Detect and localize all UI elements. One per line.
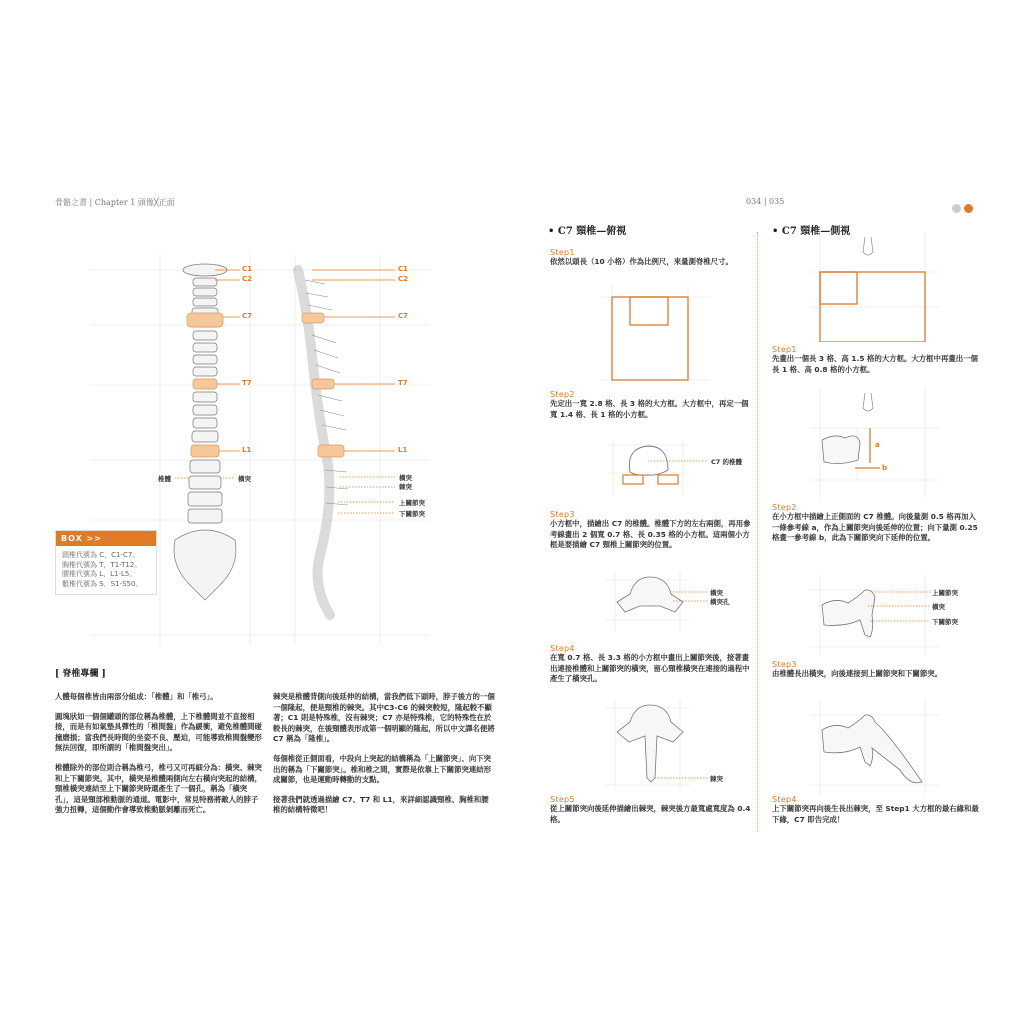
label-front-t7: T7: [242, 379, 252, 387]
step-text: 從上關節突向後延伸描繪出棘突，棘突後方最寬處寬度為 0.4 格。: [550, 804, 751, 824]
step-text: 先定出一寬 2.8 格、長 3 格的大方框。大方框中，再定一個寬 1.4 格、長 1 格的小方框。: [550, 399, 749, 419]
box-line: 腰椎代號為 L，L1-L5。: [62, 570, 137, 578]
step-text: 在小方框中描繪上正側面的 C7 椎體。向後量測 0.5 格再加入一條參考線 a，作為上關節突向後延伸的位置；向下量測 0.25 格畫一參考線 b，此為下關節突向下延伸的位置。: [772, 512, 978, 542]
side-step4-figure: [810, 700, 940, 795]
page-dots: [952, 198, 976, 217]
page-numbers: 034 | 035: [746, 197, 785, 206]
paragraph: 棘突是椎體背側向後延伸的結構，當我們低下頭時，脖子後方的一個一個隆起，便是頸椎的棘突。其中C3-C6 的棘突較短，隆起較不顯著；C1 則是特殊椎，沒有棘突；C7 亦是特殊椎，它的特殊性在於較長的棘突，在後頸體表形成第一個明顯的隆起，所以中文譯名便將 C7 稱為「隆椎」。: [273, 692, 495, 744]
label-front-transverse: 橫突: [238, 475, 251, 483]
step-label: Step4: [550, 644, 575, 653]
top-step3-figure: [605, 572, 715, 632]
side-step3-figure: [810, 575, 940, 655]
section-title-top-view: • C7 頸椎—俯視: [548, 226, 627, 237]
label-front-c7: C7: [242, 312, 253, 320]
paragraph: 椎體除外的部位則合稱為椎弓，椎弓又可再細分為：橫突、棘突和上下關節突。其中，橫突是椎體兩側向左右橫向突起的結構，頸椎橫突連結至上下關節突時還產生了一個孔，稱為「橫突孔」，這是頸部椎動脈的通道。電影中，常見特務將敵人的脖子強力扭轉，這個動作會導致椎動脈剝離而死亡。: [55, 762, 262, 815]
step-label: Step1: [550, 248, 575, 257]
paragraph: 接著我們就透過描繪 C7、T7 和 L1，來詳細認識頸椎、胸椎和腰椎的結構特徵吧！: [273, 794, 489, 815]
box-callout: [55, 530, 157, 595]
label-b: b: [882, 464, 888, 472]
column-text-right: [273, 692, 495, 825]
label-spinous: 棘突: [710, 775, 723, 783]
label-a: a: [875, 441, 880, 449]
top-step-3: [550, 510, 755, 551]
step-label: Step2: [550, 390, 575, 399]
column-title: [ 脊椎專欄 ]: [55, 669, 106, 679]
column-divider: [757, 232, 758, 832]
label-transverse: 橫突: [710, 589, 723, 597]
label-side-c2: C2: [398, 275, 409, 283]
step-label: Step3: [772, 660, 797, 669]
step-label: Step2: [772, 503, 797, 512]
column-text-left: [55, 692, 262, 825]
top-step-2: [550, 390, 755, 420]
label-side-c7: C7: [398, 312, 409, 320]
label-front-c2: C2: [242, 275, 253, 283]
orange-dot-icon: [964, 204, 973, 213]
paragraph: 每個椎從正側面看，中段向上突起的結構稱為「上關節突」、向下突出的稱為「下關節突」。椎和椎之間，實際是依靠上下關節突連結形成關節，也是運動時轉動的支點。: [273, 753, 492, 785]
label-side-spinous: 棘突: [399, 483, 412, 491]
label-transverse-foramen: 橫突孔: [710, 598, 730, 606]
side-step-1: [772, 345, 982, 375]
box-title: BOX >>: [56, 531, 156, 546]
step-label: Step5: [550, 795, 575, 804]
step-text: 小方框中，描繪出 C7 的椎體。椎體下方的左右兩側，再用參考線畫出 2 個寬 0.7 格、長 0.35 格的小方框。這兩個小方框是要描繪 C7 頸椎上關節突的位置。: [550, 519, 751, 549]
top-step-1: [550, 248, 750, 268]
top-step1-figure: [600, 285, 710, 385]
side-step-3: [772, 660, 982, 680]
label-front-c1: C1: [242, 265, 253, 273]
label-side-view-transverse: 橫突: [932, 603, 945, 611]
step-text: 上下關節突再向後生長出棘突，至 Step1 大方框的最右緣和最下緣，C7 即告完成！: [772, 804, 979, 824]
step-text: 由椎體長出橫突，向後連接到上關節突和下關節突。: [772, 669, 942, 678]
label-superior-articular: 上關節突: [932, 589, 958, 597]
front-spine: [174, 264, 236, 600]
label-side-transverse: 橫突: [399, 474, 412, 482]
paragraph: 人體每個椎皆由兩部分組成：「椎體」和「椎弓」。: [55, 692, 218, 701]
spine-illustration: [50, 255, 490, 655]
label-side-inferior: 下關節突: [399, 510, 425, 518]
label-inferior-articular: 下關節突: [932, 618, 958, 626]
label-side-t7: T7: [398, 379, 408, 387]
box-line: 骶椎代號為 S，S1-S50。: [62, 579, 143, 588]
side-step1-figure: [810, 232, 940, 342]
gray-dot-icon: [952, 204, 961, 213]
side-step-4: [772, 795, 982, 825]
section-title-side-view: • C7 頸椎—側視: [772, 226, 851, 237]
side-spine: [298, 270, 348, 615]
top-step-4: [550, 644, 755, 685]
step-label: Step1: [772, 345, 797, 354]
box-line: 頸椎代號為 C，C1-C7。: [62, 551, 140, 559]
step-text: 先畫出一個長 3 格、高 1.5 格的大方框。大方框中再畫出一個長 1 格、高 0.8 格的小方框。: [772, 354, 978, 374]
paragraph: 圓塊狀如一個個罐頭的部位稱為椎體，上下椎體間並不直接相接，而是有如氣墊具彈性的「椎間盤」作為緩衝，避免椎體間碰撞磨損；當我們長時間的坐姿不良、壓迫，可能導致椎間盤變形無法回復，即所謂的「椎間盤突出」。: [55, 711, 262, 753]
step-text: 依然以頭長（10 小格）作為比例尺，來量測脊椎尺寸。: [550, 257, 733, 266]
label-vertebral-body: 椎體: [158, 475, 171, 483]
label-side-superior: 上關節突: [399, 499, 425, 507]
box-line: 胸椎代號為 T，T1-T12。: [62, 560, 142, 569]
top-step-5: [550, 795, 755, 825]
label-side-c1: C1: [398, 265, 409, 273]
step-label: Step3: [550, 510, 575, 519]
step-text: 在寬 0.7 格、長 3.3 格的小方框中畫出上關節突後，接著畫出連接椎體和上關節突的橫突，留心頸椎橫突在連接的過程中產生了橫突孔。: [550, 653, 750, 683]
label-front-l1: L1: [242, 446, 252, 454]
top-step2-figure: [608, 440, 718, 500]
label-side-l1: L1: [398, 446, 408, 454]
top-step4-figure: [605, 700, 715, 790]
label-c7-body: C7 的椎體: [711, 458, 743, 466]
running-head-left: 骨骼之書 | Chapter 1 頭像╳正面: [55, 198, 175, 207]
side-step-2: [772, 503, 982, 544]
step-label: Step4: [772, 795, 797, 804]
